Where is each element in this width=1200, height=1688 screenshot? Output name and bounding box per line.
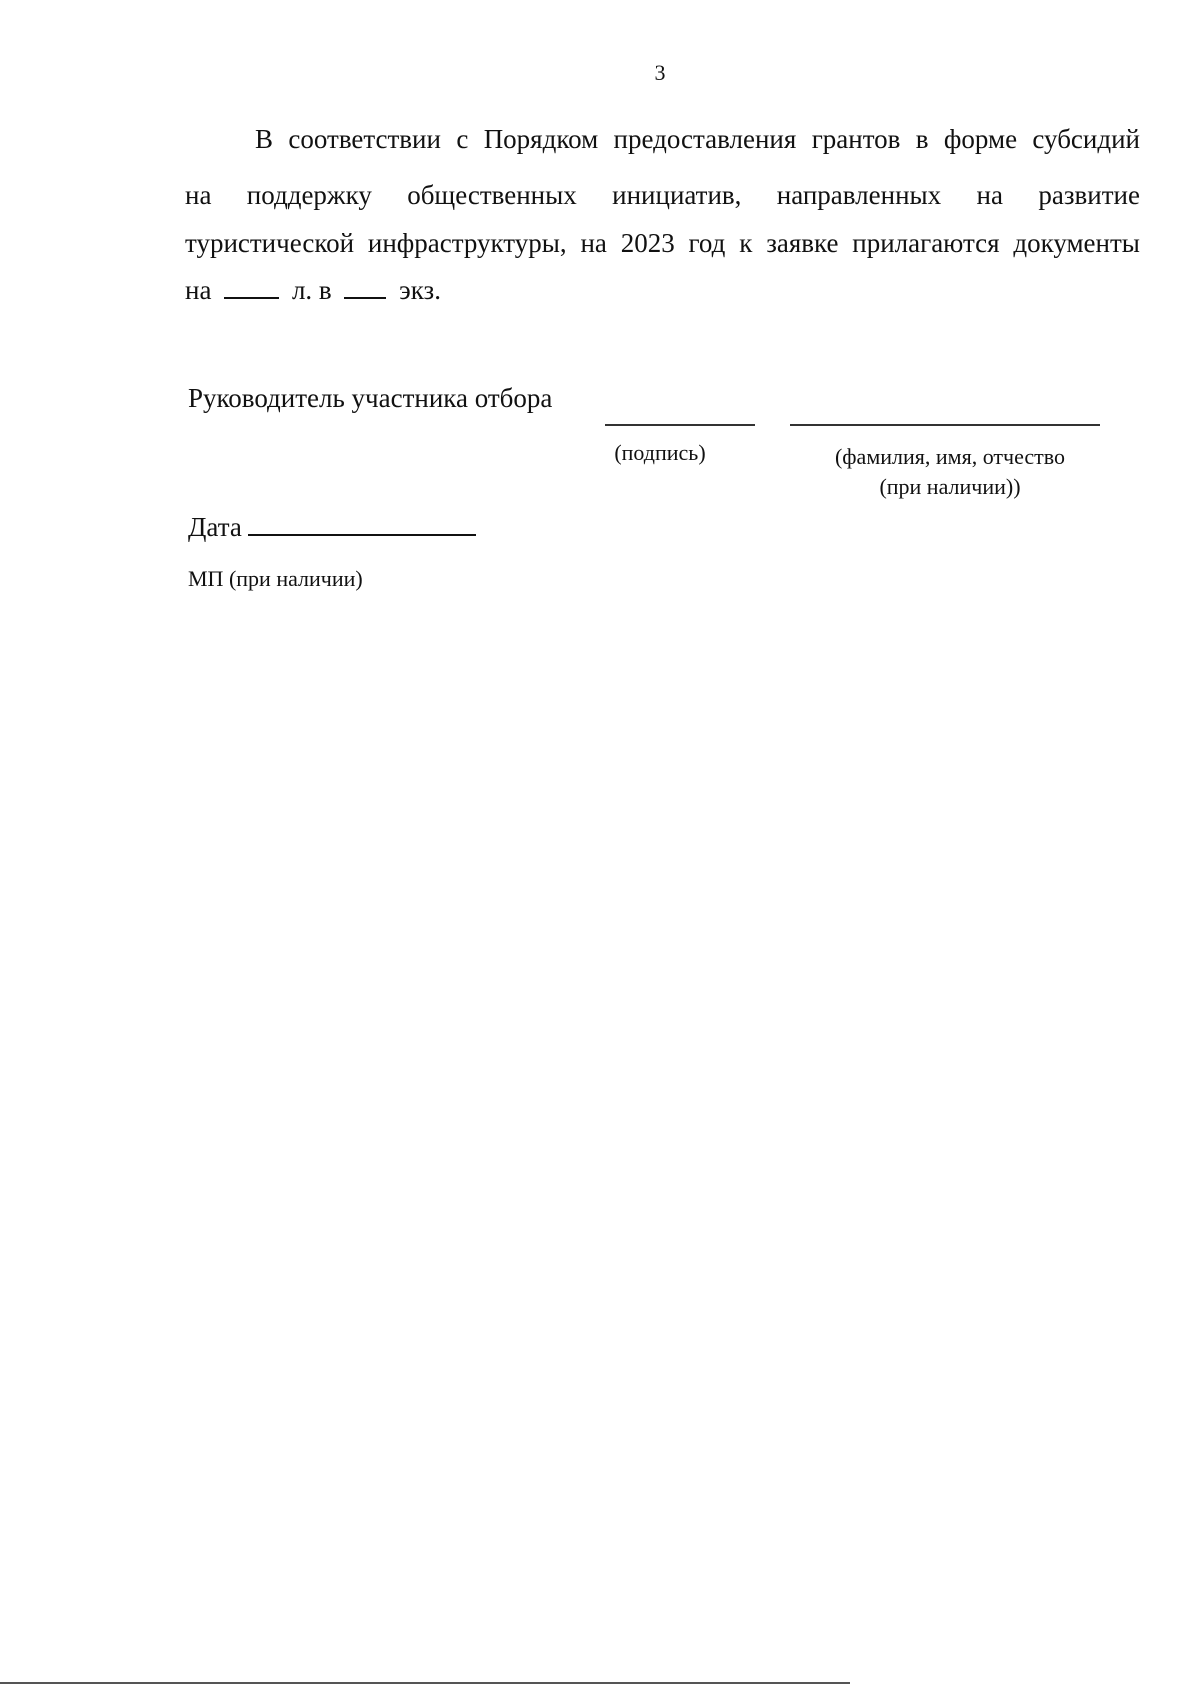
word: на [185,275,212,305]
word: грантов [811,124,901,154]
sheets-count-blank[interactable] [224,275,279,299]
word: к [739,228,753,258]
signer-label: Руководитель участника отбора [188,383,553,413]
bottom-edge-rule [0,1682,850,1684]
word: экз. [399,275,441,305]
word: с [456,124,469,154]
full-name-caption-line-2: (при наличии)) [879,474,1021,499]
paragraph-line-3 [185,228,1140,258]
word: субсидий [1032,124,1140,154]
word: Порядком [483,124,599,154]
word: год [688,228,726,258]
signature-line[interactable] [605,424,755,426]
word: соответствии [288,124,441,154]
paragraph-line-2 [185,180,1140,210]
paragraph-line-1 [255,124,1140,154]
date-line[interactable] [248,510,476,536]
stamp-note: МП (при наличии) [188,566,363,591]
full-name-caption-line-1: (фамилия, имя, отчество [834,444,1066,469]
word: направленных [776,180,942,210]
date-label: Дата [188,512,242,542]
paragraph-line-4 [185,275,441,305]
word: развитие [1038,180,1140,210]
word: л. в [291,275,332,305]
full-name-caption [810,442,1090,502]
word: на [976,180,1003,210]
word: инициатив, [612,180,742,210]
word: в [915,124,929,154]
copies-count-blank[interactable] [344,275,386,299]
word: на [185,180,212,210]
word: поддержку [246,180,372,210]
word: общественных [407,180,577,210]
word: туристической [185,228,355,258]
word: В [255,124,274,154]
full-name-line[interactable] [790,424,1100,426]
date-row [188,510,476,543]
word: предоставления [613,124,797,154]
word: на [580,228,607,258]
page-number: 3 [654,60,666,85]
signature-caption: (подпись) [614,440,706,465]
word: документы [1013,228,1140,258]
word: прилагаются [852,228,1000,258]
word: 2023 [620,228,675,258]
word: инфраструктуры, [367,228,567,258]
word: заявке [766,228,839,258]
word: форме [943,124,1018,154]
